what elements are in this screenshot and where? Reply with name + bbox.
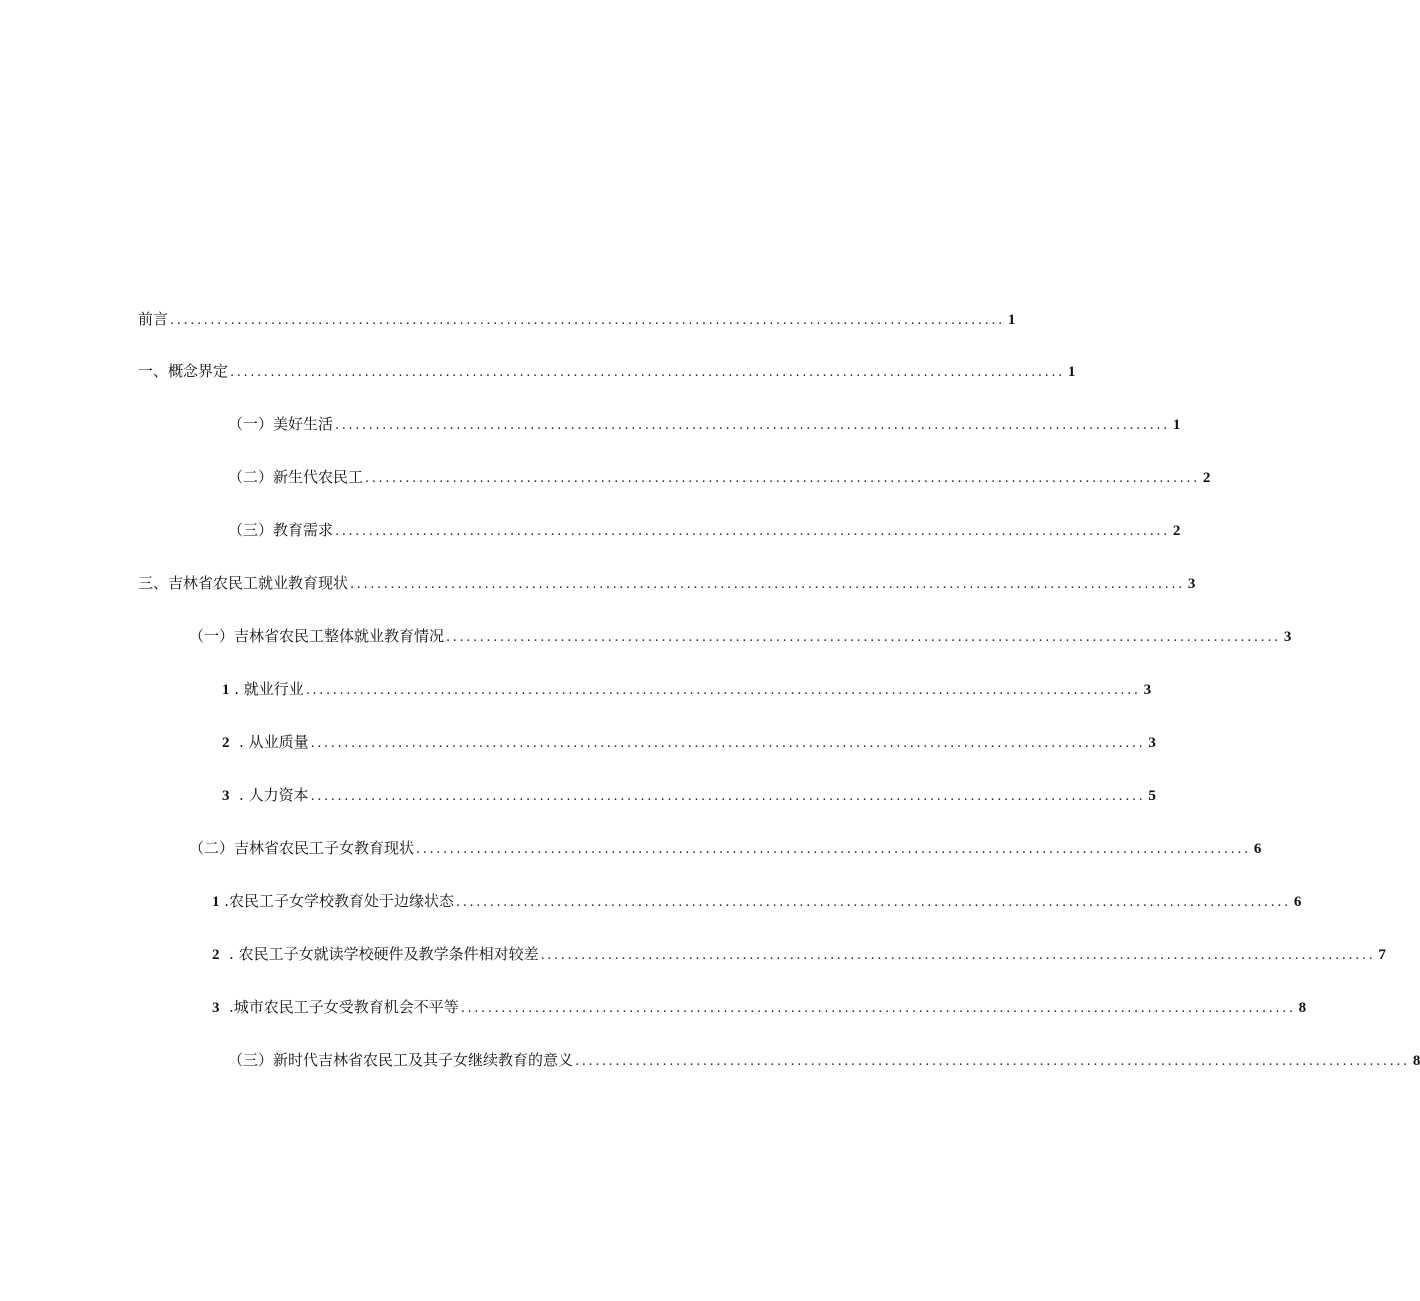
toc-entry-human-capital[interactable] [222, 784, 1156, 808]
toc-leader-dots: ............................................................................................................................ [446, 630, 1281, 645]
toc-leader-dots: ............................................................................................................................ [540, 948, 1376, 963]
toc-entry-label: （三）新时代吉林省农民工及其子女继续教育的意义 [228, 1051, 574, 1069]
toc-page-number: 6 [1293, 894, 1302, 910]
toc-page-number: 7 [1378, 947, 1386, 963]
toc-entry-employment-quality[interactable] [222, 731, 1156, 755]
toc-entry-concept-definition[interactable] [138, 360, 1076, 384]
toc-entry-label: . 就业行业 [229, 680, 304, 698]
toc-page-number: 3 [1143, 682, 1152, 698]
toc-entry-label: . 农民工子女就读学校硬件及教学条件相对较差 [219, 945, 539, 963]
toc-page-number: 3 [1187, 576, 1196, 592]
toc-leader-dots: ............................................................................................................................ [335, 524, 1170, 539]
toc-entry-number: 1 [222, 682, 230, 698]
toc-leader-dots: ............................................................................................................................ [456, 895, 1291, 910]
toc-page-number: 8 [1412, 1053, 1420, 1069]
toc-page-number: 2 [1202, 470, 1211, 486]
toc-entry-children-education[interactable] [189, 837, 1262, 861]
toc-leader-dots: ............................................................................................................................ [350, 577, 1185, 592]
toc-entry-label: （一）吉林省农民工整体就业教育情况 [189, 627, 445, 645]
toc-leader-dots: ............................................................................................................................ [575, 1054, 1410, 1069]
toc-page-number: 5 [1148, 788, 1156, 804]
toc-entry-label: . 人力资本 [229, 786, 309, 804]
toc-entry-number: 2 [212, 947, 220, 963]
toc-entry-number: 3 [212, 1000, 220, 1016]
toc-page-number: 2 [1172, 523, 1181, 539]
toc-entry-label: 前言 [138, 310, 169, 328]
toc-leader-dots: ............................................................................................................................ [310, 736, 1146, 751]
toc-entry-number: 3 [222, 788, 230, 804]
toc-page-number: 6 [1253, 841, 1262, 857]
toc-entry-employment-industry[interactable] [222, 678, 1152, 702]
toc-entry-jilin-employment-education[interactable] [138, 572, 1196, 596]
toc-leader-dots: ............................................................................................................................ [416, 842, 1251, 857]
toc-leader-dots: ............................................................................................................................ [170, 313, 1005, 328]
toc-entry-label: （三）教育需求 [228, 521, 334, 539]
toc-page-number: 3 [1148, 735, 1156, 751]
toc-entry-number: 1 [212, 894, 220, 910]
toc-entry-continuing-education-significance[interactable] [228, 1049, 1420, 1073]
toc-page-number: 1 [1067, 364, 1076, 380]
toc-leader-dots: ............................................................................................................................ [460, 1001, 1296, 1016]
toc-entry-better-life[interactable] [228, 413, 1181, 437]
toc-entry-label: 三、吉林省农民工就业教育现状 [138, 574, 349, 592]
toc-page-number: 8 [1298, 1000, 1307, 1016]
toc-entry-label: . 从业质量 [229, 733, 309, 751]
toc-leader-dots: ............................................................................................................................ [335, 418, 1170, 433]
toc-entry-preface[interactable] [138, 308, 1016, 332]
toc-entry-label: 一、概念界定 [138, 362, 229, 380]
toc-entry-label: .城市农民工子女受教育机会不平等 [219, 998, 459, 1016]
toc-entry-new-generation-workers[interactable] [228, 466, 1211, 490]
toc-entry-marginal-schooling[interactable] [212, 890, 1302, 914]
toc-entry-label: （二）新生代农民工 [228, 468, 364, 486]
toc-leader-dots: ............................................................................................................................ [230, 365, 1065, 380]
toc-page-number: 1 [1172, 417, 1181, 433]
toc-entry-overall-employment-education[interactable] [189, 625, 1292, 649]
toc-entry-number: 2 [222, 735, 230, 751]
toc-entry-label: （一）美好生活 [228, 415, 334, 433]
toc-entry-label: .农民工子女学校教育处于边缘状态 [219, 892, 455, 910]
toc-leader-dots: ............................................................................................................................ [305, 683, 1141, 698]
toc-leader-dots: ............................................................................................................................ [310, 789, 1146, 804]
toc-entry-school-conditions[interactable] [212, 943, 1386, 967]
toc-entry-education-needs[interactable] [228, 519, 1181, 543]
toc-page-number: 3 [1283, 629, 1292, 645]
toc-page-number: 1 [1007, 312, 1016, 328]
toc-entry-unequal-opportunity[interactable] [212, 996, 1307, 1020]
toc-leader-dots: ............................................................................................................................ [365, 471, 1200, 486]
toc-entry-label: （二）吉林省农民工子女教育现状 [189, 839, 415, 857]
